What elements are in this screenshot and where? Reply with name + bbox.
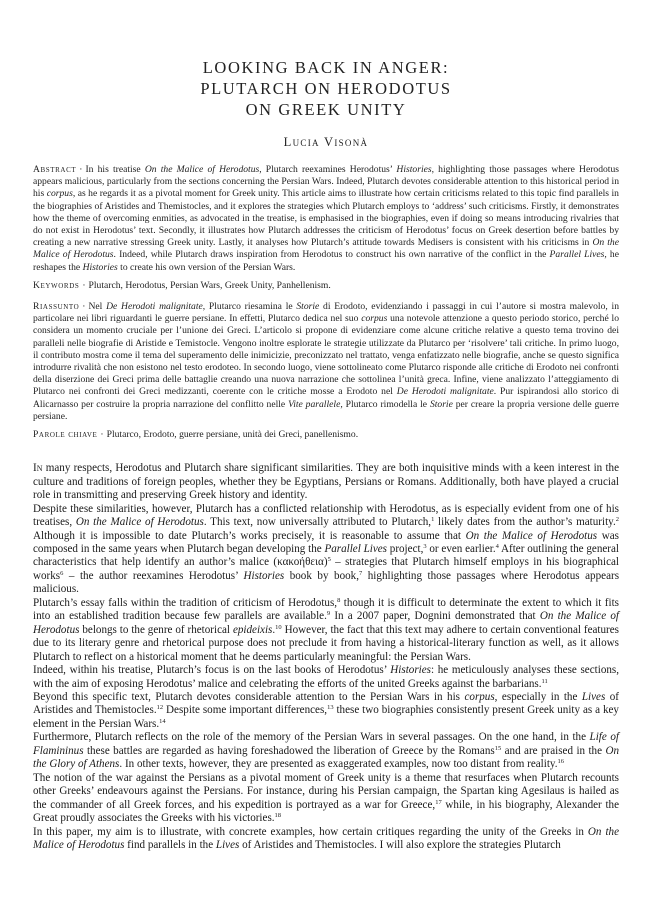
paragraph-text: Despite these similarities, however, Plutarch has a conflicted relationship with Herodotus, as is especially evident from one of his treatises, — [33, 502, 619, 529]
footnote-ref[interactable]: 2 — [615, 516, 620, 524]
paragraph-text: In a 2007 paper, Dognini demonstrated that — [330, 610, 540, 623]
title-line-3: ON GREEK UNITY — [245, 100, 407, 119]
riassunto-text: . Pur ispirandosi allo storico di Alicarnasso per costruire la propria narrazione del conflitto nelle — [33, 386, 620, 410]
work-title: De Herodoti malignitate — [106, 301, 203, 313]
paragraph-text: Despite some important differences, — [163, 704, 328, 717]
footnote-ref[interactable]: 14 — [159, 717, 166, 725]
paragraph-text: project, — [387, 542, 424, 555]
paragraph-text: . This text, now universally attributed to Plutarch, — [203, 516, 432, 529]
separator: · — [82, 301, 86, 313]
work-title: Histories — [396, 164, 432, 175]
parole-chiave — [33, 429, 619, 441]
paragraph-text: of Aristides and Themistocles. — [33, 690, 619, 717]
footnote-ref[interactable]: 18 — [274, 812, 282, 820]
title-line-2: PLUTARCH ON HERODOTUS — [200, 79, 452, 98]
article-title — [33, 57, 619, 120]
footnote-ref[interactable]: 10 — [275, 623, 282, 631]
abstract-text: , Plutarch reexamines Herodotus’ — [259, 164, 397, 175]
footnote-ref[interactable]: 16 — [557, 758, 565, 766]
author-name: Lucia Visonà — [283, 135, 369, 149]
footnote-ref[interactable]: 8 — [337, 596, 341, 604]
work-title: Storie — [296, 301, 320, 313]
paragraph-text: Indeed, within his treatise, Plutarch’s focus is on the last books of Herodotus’ — [33, 664, 391, 677]
paragraph-text: . In other texts, however, they are presented as exaggerated examples, now too distant from reality. — [119, 758, 558, 771]
paragraph-text: highlighting those passages where Herodotus appears malicious. — [33, 569, 620, 596]
work-title: Histories — [390, 664, 431, 677]
work-title: On the Malice of Herodotus — [33, 610, 619, 636]
work-title: On the Malice of Herodotus — [144, 164, 260, 175]
keywords-text: Plutarch, Herodotus, Persian Wars, Greek Unity, Panhellenism. — [88, 279, 331, 291]
paragraph-text: of Aristides and Themistocles. I will also explore the strategies Plutarch — [239, 838, 561, 851]
work-title: Lives — [581, 690, 606, 703]
paragraph-text: likely dates from the author’s maturity. — [434, 516, 616, 529]
work-title: Parallel Lives — [324, 542, 387, 555]
footnote-ref[interactable]: 13 — [327, 704, 334, 712]
work-title: Storie — [429, 398, 453, 410]
paragraph-text: while, in his biography, Alexander the Great proudly associates the Greeks with his victories. — [33, 798, 619, 825]
first-word: In — [33, 462, 43, 475]
footnote-ref[interactable]: 7 — [359, 569, 363, 577]
italic-term: corpus — [361, 313, 388, 325]
footnote-ref[interactable]: 3 — [423, 542, 427, 550]
paragraph-text: In this paper, my aim is to illustrate, with concrete examples, how certain critiques regarding the unity of the Greeks in — [33, 825, 588, 838]
riassunto-text: di Erodoto, evidenziando i passaggi in cui l’autore si mostra malevolo, in particolare nei libri riguardanti le guerre persiane. In effetti, Plutarco dedica nel suo — [33, 301, 619, 325]
footnote-ref[interactable]: 6 — [60, 569, 64, 577]
riassunto-text: una notevole attenzione a questo periodo storico, perché lo considera un momento cruciale per l’unione dei Greci. L’articolo si propone di evidenziare come alcune critiche relative a questo tema trovino dei paralleli nelle biografie di Aristide e Temistocle. Vengono inoltre esplorate le strategie utilizzate da Plutarco per ‘risolvere’ tali critiche. In primo luogo, il contributo mostra come il tema del superamento delle inimicizie, preconizzato nel trattato, venga enfatizzato nelle biografie, anche se questo significa introdurre rivalità che non esistono nel testo erodoteo. In secondo luogo, viene sottolineato come Plutarco risponde alle critiche di Erodoto nei confronti della diserzione dei Greci prima delle battaglie creando una nuova narrazione che sottolinea l’unità greca. Infine, viene analizzato l’atteggiamento di Plutarco nei confronti dei Greci medizzanti, coerente con le critiche mosse a Erodoto nel — [33, 313, 619, 398]
paragraph-text: : he meticulously analyses these sections, with the aim of exposing Herodotus’ malice and celebrating the efforts of the united Greeks against the barbarians. — [33, 664, 620, 690]
paragraph-2 — [33, 503, 619, 597]
paragraph-text: belongs to the genre of rhetorical — [79, 623, 233, 636]
italic-term: corpus — [464, 690, 495, 703]
riassunto-text: , Plutarco rimodella le — [340, 398, 430, 410]
paragraph-text: though it is difficult to determinate the extent to which it fits into an established tradition because few parallels are available. — [33, 596, 619, 623]
paragraph-text: , especially in the — [494, 690, 582, 703]
riassunto — [33, 301, 619, 423]
footnote-ref[interactable]: 15 — [494, 744, 502, 752]
paragraph-7 — [33, 772, 619, 826]
separator: · — [100, 429, 104, 441]
paragraph-text: many respects, Herodotus and Plutarch share significant similarities. They are both inquisitive minds with a keen interest in the culture and traditions of foreign peoples, whether they be Egyptians, Persians or Romans. Additionally, both have played a crucial role in transmitting and preserving Greek history and identity. — [33, 462, 619, 502]
work-title: Histories — [82, 261, 118, 273]
article-body — [33, 462, 619, 852]
separator: · — [82, 279, 86, 291]
abstract-text: , highlighting those passages where Herodotus appears malicious, particularly from the sections concerning the Persian Wars. Indeed, Plutarch devotes considerable attention to this historical period in his — [33, 164, 619, 200]
paragraph-text: Furthermore, Plutarch reflects on the role of the memory of the Persian Wars in several passages. On the one hand, in the — [33, 731, 590, 744]
riassunto-text: Nel — [88, 301, 107, 313]
paragraph-text: Although it is impossible to date Plutarch’s works precisely, it is reasonable to assume that — [33, 529, 466, 542]
italic-term: epideixis — [232, 623, 273, 636]
paragraph-text: . — [272, 623, 276, 636]
work-title: On the Malice of Herodotus — [33, 237, 619, 261]
keywords — [33, 280, 619, 292]
paragraph-text: these battles are regarded as having foreshadowed the liberation of Greece by the Romans — [83, 744, 495, 757]
paragraph-text: these two biographies consistently present Greek unity as a key element in the Persian Wars. — [33, 704, 619, 730]
work-title: Life of Flamininus — [33, 731, 619, 757]
abstract-text: In his treatise — [85, 164, 145, 175]
footnote-ref[interactable]: 4 — [495, 542, 499, 550]
paragraph-text: After outlining the general characteristics that help identify an author’s malice (κακοήθεια) — [33, 542, 620, 569]
paragraph-4 — [33, 664, 619, 691]
paragraph-text: was composed in the same years when Plutarch began developing the — [33, 529, 619, 555]
footnote-ref[interactable]: 11 — [541, 677, 548, 685]
riassunto-text: per creare la propria versione delle guerre persiane. — [33, 398, 620, 422]
paragraph-text: book by book, — [284, 569, 359, 582]
footnote-ref[interactable]: 9 — [326, 610, 331, 618]
paragraph-5 — [33, 691, 619, 731]
footnote-ref[interactable]: 12 — [156, 704, 164, 712]
separator: · — [79, 164, 83, 175]
article-page — [33, 0, 619, 852]
title-line-1: LOOKING BACK IN ANGER: — [202, 58, 450, 77]
parole-chiave-label: Parole chiave — [33, 429, 98, 441]
work-title: Parallel Lives — [549, 249, 605, 261]
italic-term: corpus — [46, 188, 73, 200]
work-title: Lives — [215, 838, 240, 851]
work-title: De Herodoti malignitate — [396, 386, 494, 398]
keywords-label: Keywords — [33, 279, 80, 291]
abstract-text: . Indeed, while Plutarch draws inspiration from Herodotus to construct his own narrative of the conflict in the — [113, 249, 550, 261]
riassunto-text: , Plutarco riesamina le — [202, 301, 297, 313]
footnote-ref[interactable]: 17 — [435, 798, 442, 806]
paragraph-1 — [33, 462, 619, 502]
abstract — [33, 164, 619, 274]
paragraph-text: The notion of the war against the Persians as a pivotal moment of Greek unity is a theme that resurfaces when Plutarch recounts other Greeks’ endeavours against the Persians. For instance, during his Persian campaign, the Spartan king Agesilaus is hailed as the commander of all Greek forces, and his expedition is portrayed as a war for Greece, — [33, 771, 619, 811]
abstract-text: , as he regards it as a pivotal moment for Greek unity. This article aims to illustrate how certain criticisms related to this topic find parallels in the biographies of Aristides and Themistocles, and it explores the strategies which Plutarch employs to ‘address’ such criticisms. Firstly, it demonstrates how the theme of overcoming enmities, as advocated in the treatise, is emphasised in the biographies, even if doing so means introducing rivalries that do not exist in Herodotus’ text. Secondly, it illustrates how Plutarch addresses the criticism of Herodotus’ focus on Greek desertion before battles by creating a new narrative stressing Greek unity. Lastly, it analyses how Plutarch’s attitude towards Medisers is consistent with his criticisms in — [33, 188, 619, 249]
work-title: Histories — [243, 569, 285, 582]
work-title: On the Malice of Herodotus — [75, 516, 204, 529]
paragraph-text: and are praised in the — [501, 744, 606, 757]
work-title: On the Malice of Herodotus — [465, 529, 598, 542]
footnote-ref[interactable]: 1 — [431, 516, 435, 524]
paragraph-text: find parallels in the — [124, 838, 216, 851]
paragraph-text: – strategies that Plutarch himself employs in his biographical works — [33, 556, 619, 582]
abstract-text: to create his own version of the Persian Wars. — [117, 261, 296, 273]
abstract-text: , he reshapes the — [33, 249, 619, 273]
paragraph-text: Plutarch’s essay falls within the tradition of criticism of Herodotus, — [33, 596, 338, 609]
work-title: Vite parallele — [288, 398, 341, 410]
paragraph-6 — [33, 731, 619, 771]
abstract-label: Abstract — [33, 164, 77, 175]
work-title: On the Malice of Herodotus — [33, 825, 619, 851]
paragraph-text: or even earlier. — [426, 542, 496, 555]
paragraph-3 — [33, 597, 619, 664]
paragraph-8 — [33, 826, 619, 853]
footnote-ref[interactable]: 5 — [327, 556, 331, 564]
paragraph-text: Beyond this specific text, Plutarch devotes considerable attention to the Persian Wars in his — [33, 690, 465, 703]
paragraph-text: – the author reexamines Herodotus’ — [63, 569, 244, 582]
parole-chiave-text: Plutarco, Erodoto, guerre persiane, unità dei Greci, panellenismo. — [106, 429, 359, 441]
work-title: On the Glory of Athens — [33, 744, 619, 771]
riassunto-label: Riassunto — [33, 301, 80, 313]
paragraph-text: However, the fact that this text may adhere to certain conventional features due to its literary genre and rhetorical purpose does not preclude it from having a historical-literary function as well, as it allows Plutarch to reflect on a historical moment that he deems particularly meaningful: the Persian Wars. — [33, 623, 619, 663]
